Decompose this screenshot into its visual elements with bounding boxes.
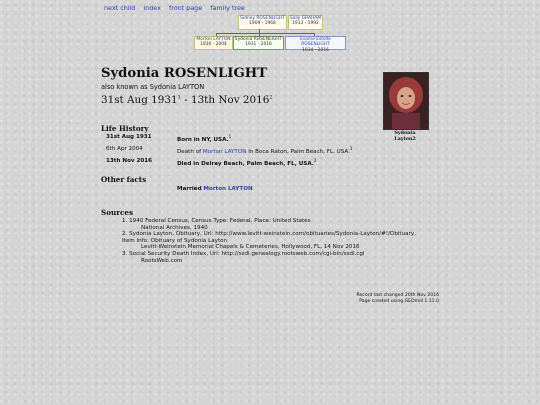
source-item: 1. 1940 Federal Census, Census Type: Federal, Place: United States National Archives, 1940 (122, 218, 311, 231)
event-description: Died in Delray Beach, Palm Beach, FL, USA.$^2$ (177, 158, 317, 167)
death-date: 13th Nov 2016 (190, 94, 270, 106)
page-created: Page created using GEDmill 1.11.0 (359, 298, 439, 304)
tree-morton-dates: 1930 - 2004 (200, 42, 227, 48)
tree-mother[interactable] (288, 15, 323, 30)
event-date: 6th Apr 2004 (106, 146, 143, 152)
next-child-link[interactable]: next child (104, 4, 136, 12)
date-separator: - (180, 94, 191, 106)
source-ref[interactable]: 2 (313, 158, 317, 163)
person-name: Sydonia ROSENLIGHT (101, 66, 267, 81)
tree-father[interactable] (238, 15, 287, 30)
spouse-link[interactable]: Morton LAYTON (203, 186, 253, 192)
married-label: Married (177, 186, 202, 192)
tree-morton[interactable] (194, 36, 233, 50)
sources-list (122, 218, 416, 264)
life-history-heading: Life History (101, 124, 149, 133)
other-facts-heading: Other facts (101, 175, 147, 184)
marriage-fact (177, 186, 253, 192)
tree-connector (216, 33, 314, 34)
morton-layton-link[interactable]: Morton LAYTON (202, 148, 247, 155)
photo-caption: Sydonia Layton2 (394, 130, 416, 142)
tree-morton-name: Morton LAYTON (196, 37, 231, 42)
person-aka: also known as Sydonia LAYTON (101, 83, 205, 91)
index-link[interactable]: index (143, 4, 161, 12)
tree-esame[interactable] (285, 36, 346, 53)
source-ref[interactable]: 3 (349, 146, 353, 151)
event-description: Born in NY, USA.$^1$ (177, 134, 232, 143)
source-ref[interactable]: 1 (228, 134, 232, 139)
tree-esame-name: Esame Estelle ROSENLIGHT (300, 37, 331, 48)
tree-esame-dates: 1934 - 2016 (302, 47, 329, 53)
record-changed: Record last changed 20th Nov 2016 (356, 293, 439, 298)
tree-mother-dates: 1913 - 1992 (292, 21, 319, 27)
event-date: 31st Aug 1931 (106, 134, 152, 140)
death-source-ref[interactable]: 2 (269, 94, 273, 101)
tree-father-name: Sidney ROSENLIGHT (240, 16, 285, 21)
source-item: 3. Social Security Death Index, Url: http://ssdi.genealogy.rootsweb.com/cgi-bin/ssdi.cgi RootsWeb.com (122, 250, 365, 264)
tree-mother-name: Sally GRAHAM (289, 16, 322, 21)
sources-heading: Sources (101, 208, 133, 217)
birth-date: 31st Aug 1931 (101, 94, 178, 106)
birth-source-ref[interactable]: 1 (177, 94, 181, 101)
portrait-image (384, 73, 428, 129)
person-dates (101, 94, 273, 106)
top-navigation (104, 4, 251, 12)
person-photo[interactable] (383, 72, 429, 130)
page-footer (357, 293, 440, 304)
event-date: 13th Nov 2016 (106, 158, 153, 164)
front-page-link[interactable]: front page (168, 4, 203, 12)
family-tree-link[interactable]: family tree (210, 4, 245, 12)
tree-focus-person (233, 36, 284, 50)
event-description: Death of Morton LAYTON in Boca Raton, Palm Beach, FL, USA.$^3$ (177, 146, 353, 155)
tree-focus-dates: 1931 - 2016 (245, 42, 272, 48)
tree-focus-name: Sydonia ROSENLIGHT (234, 37, 283, 42)
source-item: 2. Sydonia Layton, Obituary, Url: http://www.levitt-weinstein.com/obituaries/Sydonia-Layton/#!/Obituary, Item Info: Obituary of Sydonia Layton Levitt-Weinstein Memorial Chapels & Cemeteries, Hollywood, FL, 14 Nov 2016 (122, 231, 416, 251)
tree-father-dates: 1909 - 1968 (249, 21, 276, 27)
